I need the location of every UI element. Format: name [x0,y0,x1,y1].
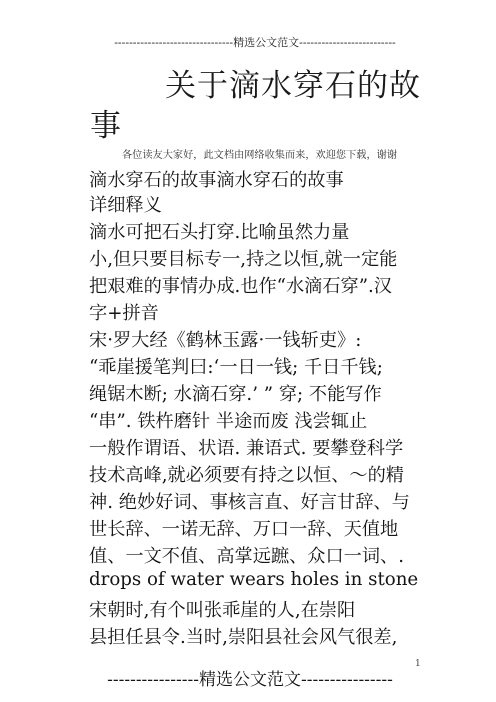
header-banner: --------------------------------精选公文范文-------------------------- [114,36,396,49]
page-number: 1 [415,659,421,669]
document-title-continued: 事 [90,108,121,144]
body-line: 县担任县令.当时,崇阳县社会风气很差, [89,627,398,648]
intro-note: 各位读友大家好，此文档由网络收集而来，欢迎您下载，谢谢 [122,150,398,161]
body-line-english: drops of water wears holes in stone [89,569,419,590]
body-line: 值、一文不值、高掌远蹠、众口一词、. [89,546,404,567]
body-line: “乖崖援笔判曰:‘一日一钱; 千日千钱; [89,357,383,378]
body-line: 神. 绝妙好词、事核言直、好言甘辞、与 [89,492,410,513]
document-title: 关于滴水穿石的故 [165,68,421,104]
body-line: “串”. 铁杵磨针 半途而废 浅尝辄止 [89,411,368,432]
body-line: 把艰难的事情办成.也作“水滴石穿”.汉 [89,276,392,297]
body-line: 小,但只要目标专一,持之以恒,就一定能 [89,249,398,270]
body-line: 绳锯木断; 水滴石穿.’ ” 穿; 不能写作 [89,384,382,405]
section-heading: 详细释义 [89,195,162,216]
body-line: 宋·罗大经《鹤林玉露·一钱斩吏》: [89,330,362,351]
body-line: 宋朝时,有个叫张乖崖的人,在崇阳 [89,600,356,621]
body-line: 字+拼音 [89,303,159,324]
body-line: 滴水穿石的故事滴水穿石的故事 [89,170,344,191]
body-line: 滴水可把石头打穿.比喻虽然力量 [89,222,350,243]
footer-banner: ----------------精选公文范文---------------- [107,670,393,690]
body-line: 一般作谓语、状语. 兼语式. 要攀登科学 [89,438,404,459]
body-line: 世长辞、一诺无辞、万口一辞、天值地 [89,519,399,540]
body-line: 技术高峰,就必须要有持之以恒、～的精 [89,465,404,486]
